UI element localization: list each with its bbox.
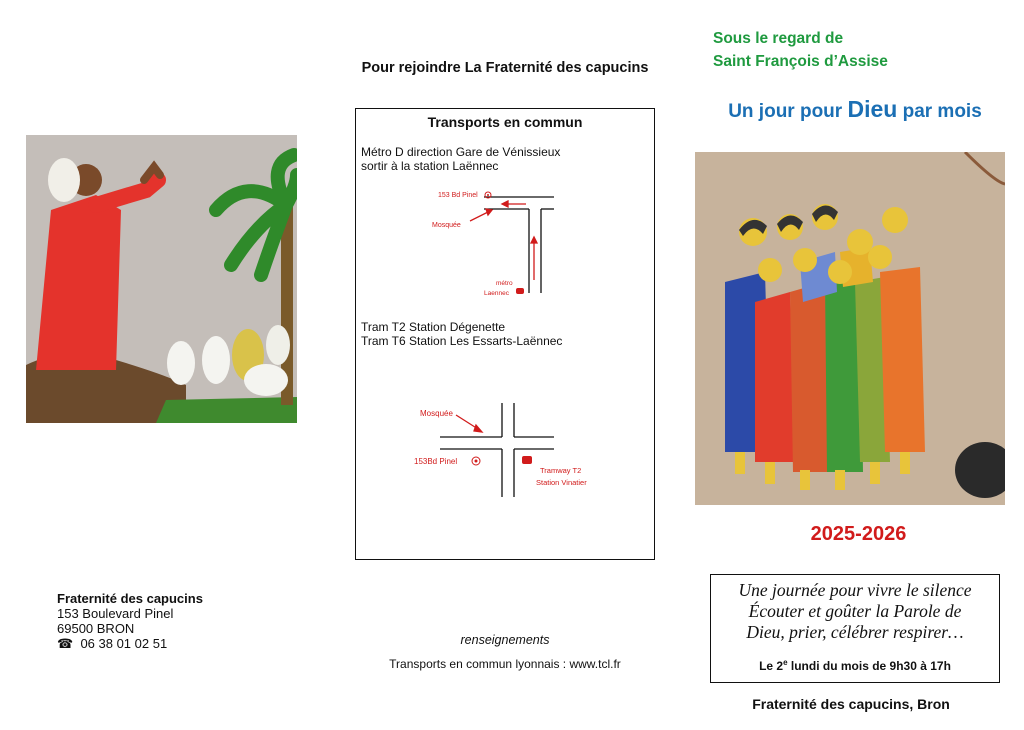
address-city: 69500 BRON <box>57 621 135 636</box>
map2-label-mosquee: Mosquée <box>420 409 453 418</box>
quote-line-1: Une journée pour vivre le silence <box>738 580 972 600</box>
headline-part-1: Un jour pour <box>728 101 848 122</box>
schedule-sup: e <box>783 658 788 667</box>
regard-line-2: Saint François d’Assise <box>713 53 888 70</box>
illustration-crowd <box>695 152 1005 505</box>
years: 2025-2026 <box>810 523 907 545</box>
metro-map <box>416 185 616 305</box>
map2-label-pinel: 153Bd Pinel <box>414 457 458 466</box>
map2-label-station: Station Vinatier <box>536 478 587 487</box>
phone-icon: ☎ <box>57 636 74 651</box>
metro-line-1: Métro D direction Gare de Vénissieux <box>361 145 561 159</box>
map1-label-metro: métro <box>496 280 513 287</box>
directions-title: Pour rejoindre La Fraternité des capucins <box>361 60 649 76</box>
footer-organization: Fraternité des capucins, Bron <box>752 696 950 712</box>
address-block <box>57 591 203 651</box>
tram-line-2: Tram T6 Station Les Essarts-Laënnec <box>361 334 563 348</box>
map2-label-tram: Tramway T2 <box>540 466 582 475</box>
regard-heading <box>713 27 888 73</box>
transport-box-title: Transports en commun <box>427 114 583 130</box>
schedule <box>711 658 999 673</box>
headline-dieu: Dieu <box>847 96 898 122</box>
quote <box>711 580 999 643</box>
renseignements-label: renseignements <box>460 633 550 647</box>
headline-part-2: par mois <box>897 101 982 122</box>
illustration-saint-sheep <box>26 135 297 423</box>
address-street: 153 Boulevard Pinel <box>57 606 174 621</box>
schedule-part-b: lundi du mois de 9h30 à 17h <box>787 659 951 673</box>
map1-label-pinel: 153 Bd Pinel <box>438 192 478 199</box>
headline <box>700 96 1010 123</box>
metro-icon <box>516 288 524 294</box>
quote-line-3: Dieu, prier, célébrer respirer… <box>746 622 964 642</box>
map1-label-mosquee: Mosquée <box>432 222 461 229</box>
transport-box <box>355 108 655 560</box>
tram-icon <box>522 456 532 464</box>
address-phone: 06 38 01 02 51 <box>80 636 168 651</box>
tcl-link-text: Transports en commun lyonnais : www.tcl.fr <box>389 657 621 671</box>
quote-line-2: Écouter et goûter la Parole de <box>748 601 962 621</box>
metro-line-2: sortir à la station Laënnec <box>361 159 499 173</box>
address-name: Fraternité des capucins <box>57 591 203 606</box>
regard-line-1: Sous le regard de <box>713 30 844 47</box>
tram-line-1: Tram T2 Station Dégenette <box>361 320 506 334</box>
quote-box <box>710 574 1000 683</box>
schedule-part-a: Le 2 <box>759 659 784 673</box>
tram-map <box>406 399 626 509</box>
map1-label-laennec: Laennec <box>484 290 509 297</box>
address-phone-line <box>57 636 203 651</box>
